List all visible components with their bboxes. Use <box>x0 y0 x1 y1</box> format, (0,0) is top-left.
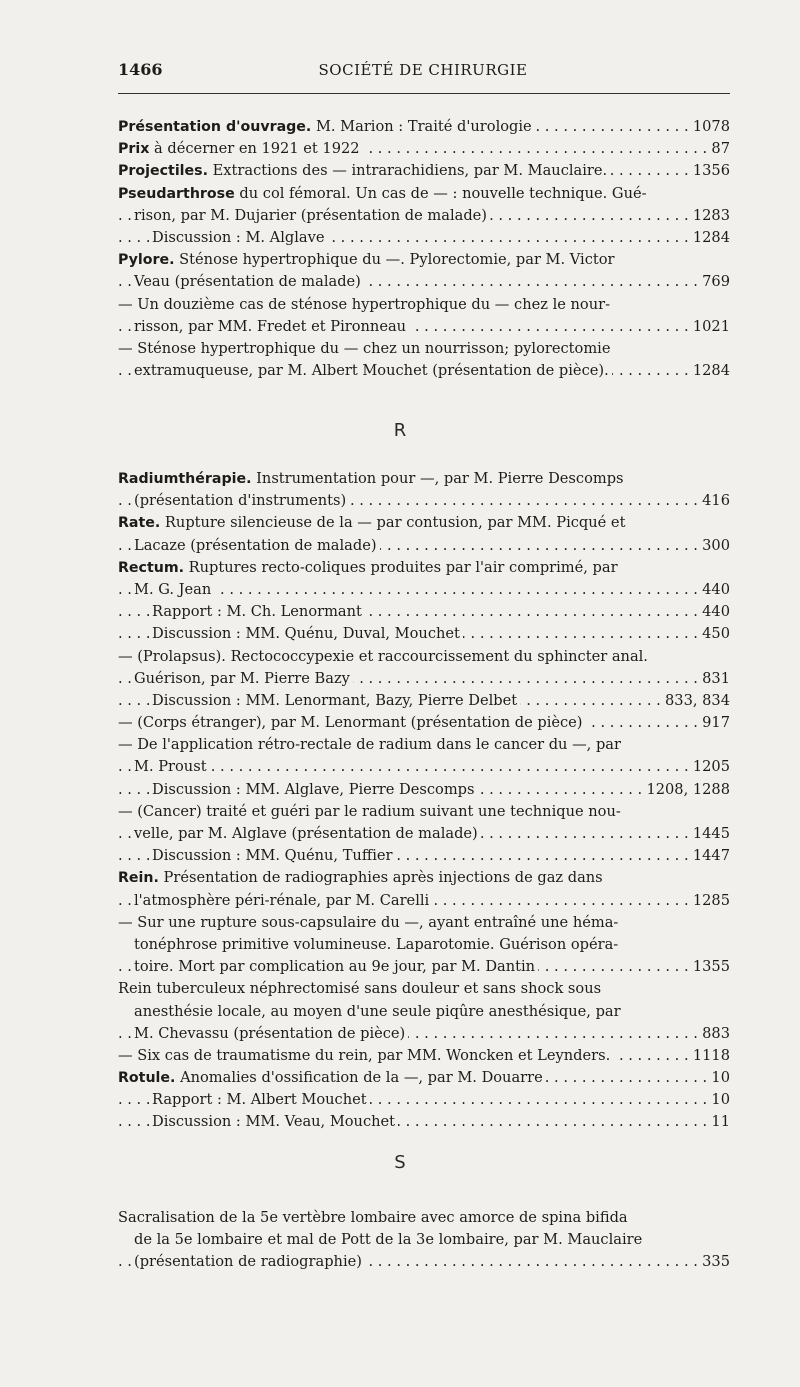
page-reference: 1021 <box>689 316 730 338</box>
entry-text <box>118 980 604 997</box>
entry-line <box>118 227 730 249</box>
index-entry <box>118 249 730 293</box>
index-entry <box>118 512 730 556</box>
entry-description: Discussion : MM. Alglave, Pierre Descomps <box>152 780 475 798</box>
entry-line <box>118 205 730 227</box>
entry-line <box>118 690 730 712</box>
entry-text <box>118 736 624 753</box>
entry-text <box>118 162 610 179</box>
entry-keyword: Présentation d'ouvrage. <box>118 119 312 135</box>
entry-description: Veau (présentation de malade) <box>134 273 361 291</box>
entry-line <box>118 912 730 934</box>
page-reference: 450 <box>698 623 730 645</box>
index-entry <box>118 912 730 979</box>
entry-line <box>118 116 730 138</box>
page-reference: 300 <box>698 535 730 557</box>
entry-line <box>118 601 730 623</box>
index-entry <box>118 845 730 867</box>
entry-text <box>118 140 363 157</box>
entry-text <box>134 825 481 842</box>
index-entry <box>118 601 730 623</box>
index-entry <box>118 1089 730 1111</box>
index-entry <box>118 1045 730 1067</box>
entry-text <box>134 362 612 379</box>
entry-description: toire. Mort par complication au 9e jour, par M. Dantin <box>134 958 536 976</box>
running-title: SOCIÉTÉ DE CHIRURGIE <box>318 61 528 79</box>
page-reference: 1445 <box>689 823 730 845</box>
page-reference: 1355 <box>689 956 730 978</box>
entry-description: Discussion : MM. Quénu, Duval, Mouchet <box>152 625 460 643</box>
entry-text <box>152 625 463 642</box>
entry-line <box>118 557 730 579</box>
entry-description: de la 5e lombaire et mal de Pott de la 3e lombaire, par M. Mauclaire <box>134 1231 643 1249</box>
entry-description: Guérison, par M. Pierre Bazy <box>134 669 350 687</box>
entry-description: extramuqueuse, par M. Albert Mouchet (présentation de pièce). <box>134 362 609 380</box>
entry-description: Discussion : MM. Lenormant, Bazy, Pierre Delbet <box>152 691 518 709</box>
entry-line <box>118 668 730 690</box>
index-entry <box>118 557 730 601</box>
entry-description: (présentation d'instruments) <box>134 492 347 510</box>
entry-description: — Un douzième cas de sténose hypertrophique du — chez le nour- <box>118 295 610 313</box>
page-reference: 10 <box>707 1067 730 1089</box>
page-reference: 440 <box>698 601 730 623</box>
entry-text <box>134 892 432 909</box>
page-reference: 1285 <box>689 890 730 912</box>
entry-line <box>118 712 730 734</box>
index-entry <box>118 1067 730 1089</box>
index-entry <box>118 646 730 690</box>
entry-text <box>152 781 478 798</box>
entry-description: Extractions des — intrarachidiens, par M. Mauclaire. <box>208 162 608 180</box>
entry-line <box>118 823 730 845</box>
entry-text <box>118 714 586 731</box>
index-entry <box>118 801 730 845</box>
entry-line <box>118 934 730 956</box>
entry-line <box>118 138 730 160</box>
entry-description: Discussion : M. Alglave <box>152 228 325 246</box>
entry-line <box>118 890 730 912</box>
page-number: 1466 <box>118 60 163 79</box>
entry-text <box>134 581 214 598</box>
entry-line <box>118 512 730 534</box>
entry-line <box>118 183 730 205</box>
entry-text <box>118 869 606 886</box>
entry-description: à décerner en 1921 et 1922 <box>149 140 360 158</box>
entry-text <box>134 492 349 509</box>
entry-text <box>134 1231 645 1248</box>
entry-description: Sténose hypertrophique du —. Pylorectomie, par M. Victor <box>174 251 615 269</box>
entry-text <box>134 1025 408 1042</box>
page-reference: 917 <box>698 712 730 734</box>
entry-text <box>118 514 628 531</box>
entry-line <box>118 734 730 756</box>
index-entry <box>118 1111 730 1133</box>
entry-description: velle, par M. Alglave (présentation de malade) <box>134 825 478 842</box>
index-entry <box>118 116 730 138</box>
entry-description: M. G. Jean <box>134 580 212 598</box>
index-entry <box>118 734 730 778</box>
entry-line <box>118 294 730 316</box>
page-reference: 769 <box>698 271 730 293</box>
entry-description: Ruptures recto-coliques produites par l'air comprimé, par <box>184 558 618 576</box>
entry-text <box>134 207 490 224</box>
entry-description: — Sur une rupture sous-capsulaire du —, ayant entraîné une héma- <box>118 913 619 931</box>
index-entry <box>118 779 730 801</box>
entry-text <box>118 803 624 820</box>
entry-line <box>118 338 730 360</box>
index-entry <box>118 468 730 512</box>
entry-description: M. Marion : Traité d'urologie <box>311 118 532 135</box>
entry-description: Lacaze (présentation de malade) <box>134 536 377 554</box>
page-reference: 335 <box>698 1251 730 1273</box>
page-reference: 1356 <box>689 160 730 182</box>
entry-description: (présentation de radiographie) <box>134 1253 362 1271</box>
entry-line <box>118 249 730 271</box>
page-reference: 87 <box>707 138 730 160</box>
entry-line <box>118 867 730 889</box>
section-letter-r: R <box>393 420 407 441</box>
entry-description: Anomalies d'ossification de la —, par M. Douarre <box>175 1069 543 1087</box>
page-reference: 1078 <box>689 116 730 138</box>
entry-text <box>152 603 365 620</box>
entry-text <box>134 758 210 775</box>
section-p-entries <box>118 116 730 382</box>
page-header <box>118 60 728 84</box>
page-reference: 1284 <box>689 360 730 382</box>
entry-keyword: Rein. <box>118 870 159 887</box>
page-reference: 1284 <box>689 227 730 249</box>
entry-line <box>118 360 730 382</box>
entry-text <box>152 692 520 709</box>
entry-description: M. Proust <box>134 758 207 776</box>
index-entry <box>118 690 730 712</box>
entry-text <box>118 1047 613 1064</box>
entry-description: Instrumentation pour —, par M. Pierre Descomps <box>251 470 624 487</box>
index-entry <box>118 712 730 734</box>
entry-line <box>118 1251 730 1273</box>
entry-line <box>118 1045 730 1067</box>
page-reference: 1118 <box>689 1045 730 1067</box>
entry-text <box>118 1069 546 1086</box>
entry-line <box>118 1067 730 1089</box>
entry-line <box>118 956 730 978</box>
entry-description: Discussion : MM. Veau, Mouchet <box>152 1113 396 1131</box>
header-rule <box>118 93 730 94</box>
entry-description: Rapport : M. Albert Mouchet <box>152 1091 367 1109</box>
index-entry <box>118 867 730 911</box>
entry-description: — Six cas de traumatisme du rein, par MM. Woncken et Leynders. <box>118 1046 611 1064</box>
entry-line <box>118 1229 730 1251</box>
entry-description: Présentation de radiographies après injections de gaz dans <box>158 869 603 887</box>
entry-line <box>118 1089 730 1111</box>
entry-keyword: Radiumthérapie. <box>118 471 252 487</box>
entry-line <box>118 779 730 801</box>
entry-line <box>118 1207 730 1229</box>
index-entry <box>118 1207 730 1274</box>
entry-line <box>118 1001 730 1023</box>
index-entry <box>118 623 730 645</box>
entry-description: Rein tuberculeux néphrectomisé sans douleur et sans shock sous <box>118 980 602 998</box>
section-s-entries <box>118 1207 730 1274</box>
page-reference: 883 <box>698 1023 730 1045</box>
entry-text <box>118 251 618 268</box>
entry-line <box>118 801 730 823</box>
page-reference: 440 <box>698 579 730 601</box>
entry-description: M. Chevassu (présentation de pièce) <box>134 1024 406 1042</box>
index-entry <box>118 978 730 1045</box>
entry-line <box>118 271 730 293</box>
index-entry <box>118 227 730 249</box>
entry-description: Rupture silencieuse de la — par contusion, par MM. Picqué et <box>160 514 626 532</box>
entry-description: — (Corps étranger), par M. Lenormant (présentation de pièce) <box>118 714 583 732</box>
entry-keyword: Prix <box>118 141 150 158</box>
page-reference: 831 <box>698 668 730 690</box>
entry-description: risson, par MM. Fredet et Pironneau <box>134 317 407 335</box>
entry-text <box>118 648 651 665</box>
section-letter-s: S <box>394 1152 406 1173</box>
entry-keyword: Pseudarthrose <box>118 185 235 202</box>
entry-text <box>134 958 538 975</box>
entry-keyword: Rotule. <box>118 1070 176 1087</box>
page-reference: 1205 <box>689 756 730 778</box>
entry-text <box>118 118 535 135</box>
entry-text <box>134 1253 365 1270</box>
page-reference: 416 <box>698 490 730 512</box>
entry-text <box>134 1003 624 1020</box>
page-reference: 1283 <box>689 205 730 227</box>
entry-description: l'atmosphère péri-rénale, par M. Carelli <box>134 891 430 909</box>
entry-description: — (Cancer) traité et guéri par le radium suivant une technique nou- <box>118 802 621 820</box>
entry-text <box>118 470 627 487</box>
entry-description: Sacralisation de la 5e vertèbre lombaire avec amorce de spina bifida <box>118 1209 628 1226</box>
entry-description: Rapport : M. Ch. Lenormant <box>152 603 362 621</box>
entry-description: — Sténose hypertrophique du — chez un nourrisson; pylorectomie <box>118 339 611 357</box>
page-reference: 1208, 1288 <box>642 779 730 801</box>
entry-keyword: Projectiles. <box>118 163 209 180</box>
entry-description: du col fémoral. Un cas de — : nouvelle technique. Gué- <box>234 184 647 202</box>
entry-text <box>134 936 621 953</box>
entry-text <box>152 1113 398 1130</box>
entry-keyword: Rectum. <box>118 559 185 576</box>
entry-text <box>118 914 621 931</box>
entry-text <box>118 340 613 357</box>
entry-text <box>118 185 650 202</box>
entry-text <box>152 229 327 246</box>
entry-line <box>118 1111 730 1133</box>
entry-description: rison, par M. Dujarier (présentation de malade) <box>134 206 487 224</box>
entry-description: tonéphrose primitive volumineuse. Laparotomie. Guérison opéra- <box>134 935 619 953</box>
page-reference: 11 <box>707 1111 730 1133</box>
entry-keyword: Pylore. <box>118 252 175 269</box>
entry-line <box>118 978 730 1000</box>
entry-line <box>118 646 730 668</box>
entry-line <box>118 845 730 867</box>
entry-text <box>134 670 353 687</box>
entry-text <box>118 559 621 576</box>
index-entry <box>118 338 730 382</box>
entry-line <box>118 316 730 338</box>
entry-line <box>118 1023 730 1045</box>
entry-description: anesthésie locale, au moyen d'une seule piqûre anesthésique, par <box>134 1002 621 1020</box>
entry-keyword: Rate. <box>118 515 161 532</box>
entry-line <box>118 160 730 182</box>
page-reference: 833, 834 <box>661 690 730 712</box>
entry-text <box>152 1091 370 1108</box>
entry-line <box>118 468 730 490</box>
entry-line <box>118 756 730 778</box>
entry-description: — (Prolapsus). Rectococcypexie et raccourcissement du sphincter anal. <box>118 647 648 665</box>
entry-description: Discussion : MM. Quénu, Tuffier <box>152 847 393 865</box>
entry-description: — De l'application rétro-rectale de radium dans le cancer du —, par <box>118 736 621 754</box>
entry-text <box>134 537 380 554</box>
entry-text <box>118 296 613 313</box>
entry-line <box>118 623 730 645</box>
page-reference: 1447 <box>689 845 730 867</box>
entry-text <box>118 1209 631 1226</box>
entry-line <box>118 490 730 512</box>
entry-text <box>134 318 409 335</box>
page-reference: 10 <box>707 1089 730 1111</box>
entry-line <box>118 535 730 557</box>
index-entry <box>118 160 730 182</box>
index-entry <box>118 138 730 160</box>
entry-text <box>134 273 364 290</box>
entry-text <box>152 847 395 864</box>
entry-line <box>118 579 730 601</box>
index-entry <box>118 294 730 338</box>
index-entry <box>118 183 730 227</box>
section-r-entries <box>118 468 730 1134</box>
